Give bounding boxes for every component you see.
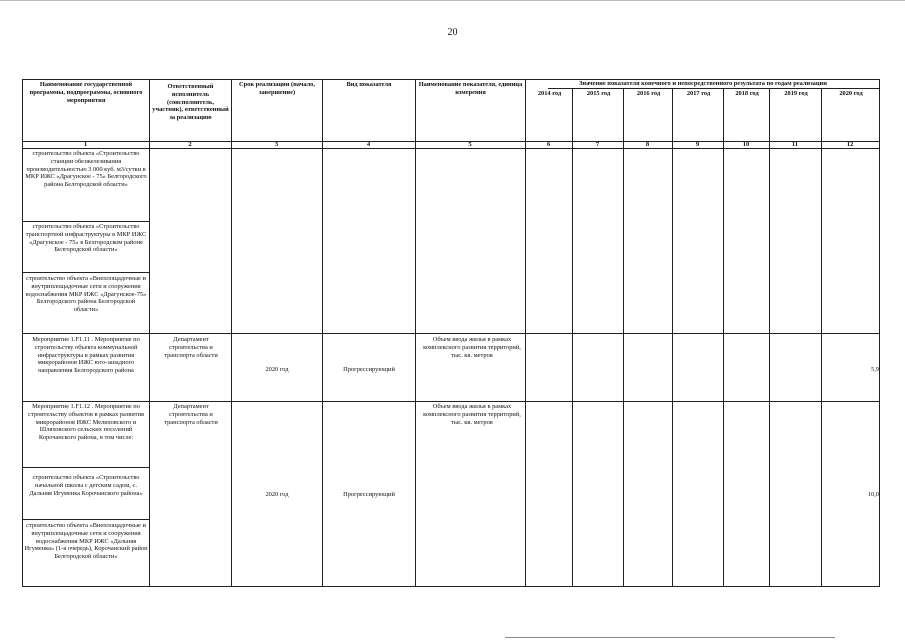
header-term: Срок реализации (начало, завершение): [239, 81, 315, 96]
header-values-group: Значение показателя конечного и непосредственного результата по годам реализации: [579, 80, 827, 87]
measure-1f111-value-2020: 5,9: [871, 366, 879, 373]
col-line-12: [879, 79, 880, 587]
column-number-3: 3: [274, 141, 279, 148]
header-year-2017: 2017 год: [686, 90, 711, 97]
header-year-2018: 2018 год: [735, 90, 759, 97]
rule-row1: [22, 221, 149, 222]
results-table: [22, 79, 880, 587]
col-line-0: [22, 79, 23, 587]
header-year-2019: 2019 год: [784, 90, 808, 97]
scan-mark-top: [0, 0, 905, 1]
rule-row3: [22, 333, 880, 334]
rule-row6: [22, 519, 149, 520]
header-responsible: Ответственный исполнитель (соисполнитель, участник), ответственный за реализацию: [152, 83, 229, 122]
column-number-9: 9: [695, 141, 700, 148]
row-6-object-school-kindergarten: строительство объекта «Строительство начальной школы с детским садом, с. Дальняя Игуменка Корочанского района»: [29, 474, 143, 497]
column-number-6: 6: [546, 141, 551, 148]
col-line-7: [623, 88, 624, 587]
header-indicator-type: Вид показателя: [346, 81, 392, 88]
header-program-name: Наименование государственной программы, подпрограммы, основного мероприятия: [29, 81, 143, 104]
col-line-8: [672, 88, 673, 587]
column-number-5: 5: [468, 141, 472, 148]
rule-row2: [22, 272, 149, 273]
measure-1f111-indicator-type: Прогрессирующий: [343, 366, 395, 373]
col-line-4: [415, 79, 416, 587]
column-number-12: 12: [846, 141, 854, 148]
row-1-object-deironing-station: строительство объекта «Строительство станции обезжелезивания производительностью 3 000 куб. м3/сутки в МКР ИЖС «Драгунское - 75» Белгородского района Белгородской области»: [25, 150, 147, 189]
measure-1f112-term: 2020 год: [265, 491, 289, 498]
column-number-1: 1: [83, 141, 88, 148]
measure-1f111-term: 2020 год: [265, 366, 289, 373]
col-line-3: [322, 79, 323, 587]
header-year-2020: 2020 год: [839, 90, 863, 97]
column-number-7: 7: [595, 141, 600, 148]
measure-1f112-responsible: Департамент строительства и транспорта области: [164, 403, 218, 426]
measure-1f111-responsible: Департамент строительства и транспорта области: [164, 336, 218, 359]
row-7-object-water-supply-igumenka: строительство объекта «Внеплощадочные и внутриплощадочные сети и сооружения водоснабжения МКР ИЖС «Дальняя Игуменка» (1-я очередь), Корочанский район Белгородской области»: [24, 522, 148, 561]
col-line-1: [149, 79, 150, 587]
row-4-measure-1f111: Мероприятие 1.F1.11 . Мероприятие по строительству объекта коммунальной инфраструктуры в рамках развития микрорайонов ИЖС юго-западного направления Белгородского района: [32, 336, 140, 375]
measure-1f112-value-2020: 10,0: [867, 491, 879, 498]
rule-years: [548, 88, 880, 89]
rule-row5: [22, 467, 149, 468]
row-5-measure-1f112: Мероприятие 1.F1.12 . Мероприятие по строительству объектов в рамках развития микрорайонов ИЖС Мелиховского и Шляховского сельских поселений Корочанского района, в том числе:: [28, 403, 144, 442]
col-line-2: [231, 79, 232, 587]
col-line-6: [572, 88, 573, 587]
column-number-11: 11: [791, 141, 799, 148]
column-number-10: 10: [742, 141, 750, 148]
rule-bottom: [22, 586, 880, 587]
column-number-4: 4: [366, 141, 371, 148]
rule-row4: [22, 401, 880, 402]
col-line-11: [821, 88, 822, 587]
measure-1f112-indicator-name: Объем ввода жилья в рамках комплексного развития территорий, тыс. кв. метров: [423, 403, 521, 426]
column-number-2: 2: [188, 141, 192, 148]
row-3-object-water-supply-dragunskoe: строительство объекта «Внеплощадочные и внутриплощадочные сети и сооружения водоснабжения МКР ИЖС «Драгунское-75» Белгородского района Белгородской области»: [25, 275, 147, 314]
col-line-10: [769, 88, 770, 587]
page-number: 20: [447, 27, 458, 38]
col-line-5: [525, 79, 526, 587]
measure-1f111-indicator-name: Объем ввода жилья в рамках комплексного развития территорий, тыс. кв. метров: [423, 336, 521, 359]
column-number-8: 8: [645, 141, 650, 148]
row-2-object-transport-infrastructure: строительство объекта «Строительство транспортной инфраструктуры в МКР ИЖС «Драгунское - 75» в Белгородском районе Белгородской области»: [25, 223, 147, 254]
header-year-2014: 2014 год: [537, 90, 562, 97]
header-year-2015: 2015 год: [586, 90, 611, 97]
header-indicator-name: Наименование показателя, единица измерения: [418, 81, 523, 96]
measure-1f112-indicator-type: Прогрессирующий: [343, 491, 395, 498]
header-year-2016: 2016 год: [636, 90, 661, 97]
scan-mark-bottom: [505, 637, 835, 638]
col-line-9: [723, 88, 724, 587]
